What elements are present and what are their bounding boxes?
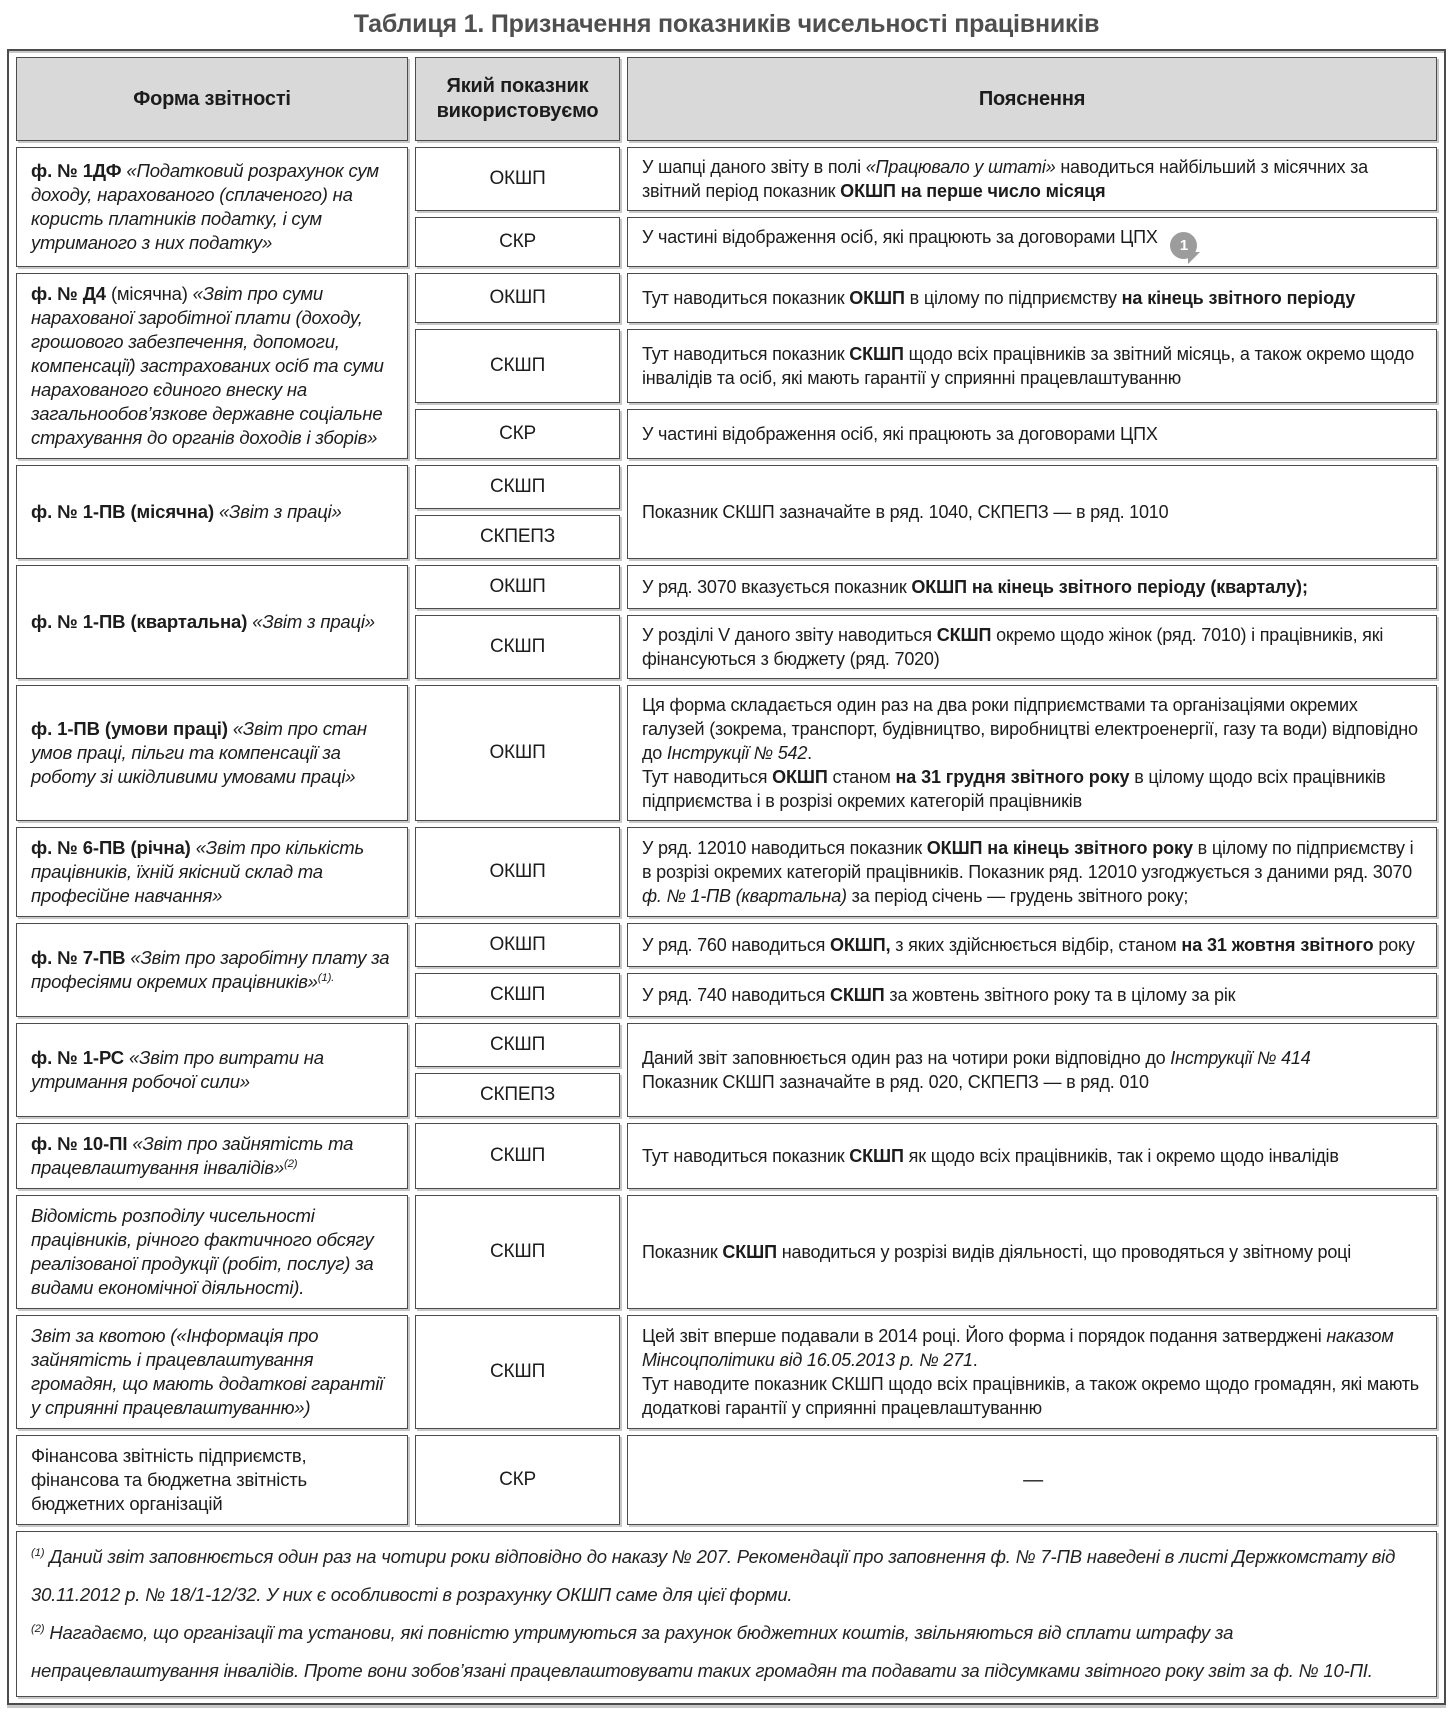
form-cell: ф. № 10-ПІ «Звіт про зайнятість та працевлаштування інвалідів»$^{(2)}$ [16, 1123, 408, 1189]
indicator-cell: ОКШП [415, 923, 620, 967]
indicators-table [9, 51, 1444, 1703]
indicator-cell: ОКШП [415, 827, 620, 917]
table-row [16, 147, 1437, 211]
table-body [16, 147, 1437, 1525]
table-row [16, 923, 1437, 967]
indicator-cell: ОКШП [415, 147, 620, 211]
explanation-cell: Показник СКШП наводиться у розрізі видів діяльності, що проводяться у звітному році [627, 1195, 1437, 1309]
header-explanation: Пояснення [627, 57, 1437, 141]
indicator-cell: ОКШП [415, 565, 620, 609]
indicator-cell: СКР [415, 409, 620, 459]
footnotes-row [16, 1531, 1437, 1697]
explanation-cell: Тут наводиться показник СКШП щодо всіх працівників за звітний місяць, а також окремо щодо інвалідів та осіб, які мають гарантії у сприянні працевлаштуванню [627, 329, 1437, 402]
form-cell: ф. № 1-ПВ (місячна) «Звіт з праці» [16, 465, 408, 559]
form-cell: Звіт за квотою («Інформація про зайнятість і працевлаштування громадян, що мають додаткові гарантії у сприянні працевлаштуванню») [16, 1315, 408, 1429]
explanation-cell: У шапці даного звіту в полі «Працювало у штаті» наводиться найбільший з місячних за звітний період показник ОКШП на перше число місяця [627, 147, 1437, 211]
table-row [16, 1435, 1437, 1525]
indicator-cell: ОКШП [415, 685, 620, 821]
footnotes-cell [16, 1531, 1437, 1697]
form-cell: ф. № 7-ПВ «Звіт про заробітну плату за професіями окремих працівників»$^{(1).}$ [16, 923, 408, 1017]
table-row [16, 465, 1437, 509]
indicator-cell: СКШП [415, 973, 620, 1017]
table-row [16, 565, 1437, 609]
explanation-cell: У ряд. 740 наводиться СКШП за жовтень звітного року та в цілому за рік [627, 973, 1437, 1017]
explanation-cell: Цей звіт вперше подавали в 2014 році. Його форма і порядок подання затверджені наказом Мінсоцполітики від 16.05.2013 р. № 271. Тут наводите показник СКШП щодо всіх працівників, а також окремо щодо громадян, які мають додаткові гарантії у сприянні працевлаштуванню [627, 1315, 1437, 1429]
page-title: Таблиця 1. Призначення показників чисельності працівників [353, 10, 1100, 38]
table-footnotes [16, 1531, 1437, 1697]
table-row [16, 1123, 1437, 1189]
explanation-cell: У ряд. 760 наводиться ОКШП, з яких здійснюється відбір, станом на 31 жовтня звітного року [627, 923, 1437, 967]
indicator-cell: СКПЕПЗ [415, 515, 620, 559]
footnote-2: $^{(2)}$ Нагадаємо, що організації та установи, які повністю утримуються за рахунок бюджетних коштів, звільняються від сплати штрафу за непрацевлаштування інвалідів. Проте вони зобов’язані працевлаштовувати таких громадян та подавати за підсумками звітного року звіт за ф. № 10-ПІ. [31, 1622, 1373, 1681]
table-row [16, 1315, 1437, 1429]
header-row [16, 57, 1437, 141]
form-cell: ф. 1-ПВ (умови праці) «Звіт про стан умов праці, пільги та компенсації за роботу зі шкідливими умовами праці» [16, 685, 408, 821]
explanation-cell: У частині відображення осіб, які працюють за договорами ЦПХ 1 [627, 217, 1437, 267]
table-row [16, 685, 1437, 821]
explanation-cell: Показник СКШП зазначайте в ряд. 1040, СКПЕПЗ — в ряд. 1010 [627, 465, 1437, 559]
table-row [16, 827, 1437, 917]
indicator-cell: СКР [415, 1435, 620, 1525]
indicator-cell: СКР [415, 217, 620, 267]
header-form: Форма звітності [16, 57, 408, 141]
explanation-cell: Тут наводиться показник ОКШП в цілому по підприємству на кінець звітного періоду [627, 273, 1437, 323]
form-cell: ф. № 1-ПВ (квартальна) «Звіт з праці» [16, 565, 408, 679]
form-cell: ф. № 1-РС «Звіт про витрати на утримання робочої сили» [16, 1023, 408, 1117]
indicator-cell: СКШП [415, 329, 620, 402]
footnote-1-badge: 1 [1170, 232, 1197, 259]
explanation-cell: У ряд. 3070 вказується показник ОКШП на кінець звітного періоду (кварталу); [627, 565, 1437, 609]
explanation-cell: Даний звіт заповнюється один раз на чотири роки відповідно до Інструкції № 414 Показник СКШП зазначайте в ряд. 020, СКПЕПЗ — в ряд. 010 [627, 1023, 1437, 1117]
explanation-cell: У розділі V даного звіту наводиться СКШП окремо щодо жінок (ряд. 7010) і працівників, які фінансуються з бюджету (ряд. 7020) [627, 615, 1437, 679]
form-cell: ф. № 1ДФ «Податковий розрахунок сум доходу, нарахованого (сплаченого) на користь платників податку, і сум утриманого з них податку» [16, 147, 408, 267]
table-row [16, 273, 1437, 323]
explanation-cell: Ця форма складається один раз на два роки підприємствами та організаціями окремих галузей (зокрема, транспорт, будівництво, виробництві електроенергії, газу та води) відповідно до Інструкції № 542. Тут наводиться ОКШП станом на 31 грудня звітного року в цілому щодо всіх працівників підприємства і в розрізі окремих категорій працівників [627, 685, 1437, 821]
indicator-cell: СКПЕПЗ [415, 1073, 620, 1117]
footnote-1: $^{(1)}$ Даний звіт заповнюється один раз на чотири роки відповідно до наказу № 207. Рекомендації про заповнення ф. № 7-ПВ наведені в листі Держкомстату від 30.11.2012 р. № 18/1-12/32. У них є особливості в розрахунку ОКШП саме для цієї форми. [31, 1546, 1396, 1605]
indicator-cell: СКШП [415, 465, 620, 509]
indicator-cell: СКШП [415, 1023, 620, 1067]
table-row [16, 1023, 1437, 1067]
indicator-cell: СКШП [415, 1315, 620, 1429]
form-cell: Фінансова звітність підприємств, фінансова та бюджетна звітність бюджетних організацій [16, 1435, 408, 1525]
form-cell: ф. № Д4 (місячна) «Звіт про суми нарахованої заробітної плати (доходу, грошового забезпечення, допомоги, компенсації) застрахованих осіб та суми нарахованого єдиного внеску на загальнообов’язкове державне соціальне страхування до органів доходів і зборів» [16, 273, 408, 459]
explanation-cell: Тут наводиться показник СКШП як щодо всіх працівників, так і окремо щодо інвалідів [627, 1123, 1437, 1189]
table-header [16, 57, 1437, 141]
explanation-cell: — [627, 1435, 1437, 1525]
explanation-cell: У ряд. 12010 наводиться показник ОКШП на кінець звітного року в цілому по підприємству і в розрізі окремих категорій працівників. Показник ряд. 12010 узгоджується з даними ряд. 3070 ф. № 1-ПВ (квартальна) за період січень — грудень звітного року; [627, 827, 1437, 917]
indicator-cell: СКШП [415, 615, 620, 679]
table-frame [7, 49, 1446, 1705]
form-cell: Відомість розподілу чисельності працівників, річного фактичного обсягу реалізованої продукції (робіт, послуг) за видами економічної діяльності). [16, 1195, 408, 1309]
explanation-cell: У частині відображення осіб, які працюють за договорами ЦПХ [627, 409, 1437, 459]
table-row [16, 1195, 1437, 1309]
indicator-cell: ОКШП [415, 273, 620, 323]
form-cell: ф. № 6-ПВ (річна) «Звіт про кількість працівників, їхній якісний склад та професійне навчання» [16, 827, 408, 917]
indicator-cell: СКШП [415, 1195, 620, 1309]
indicator-cell: СКШП [415, 1123, 620, 1189]
header-indicator: Який показник використовуємо [415, 57, 620, 141]
